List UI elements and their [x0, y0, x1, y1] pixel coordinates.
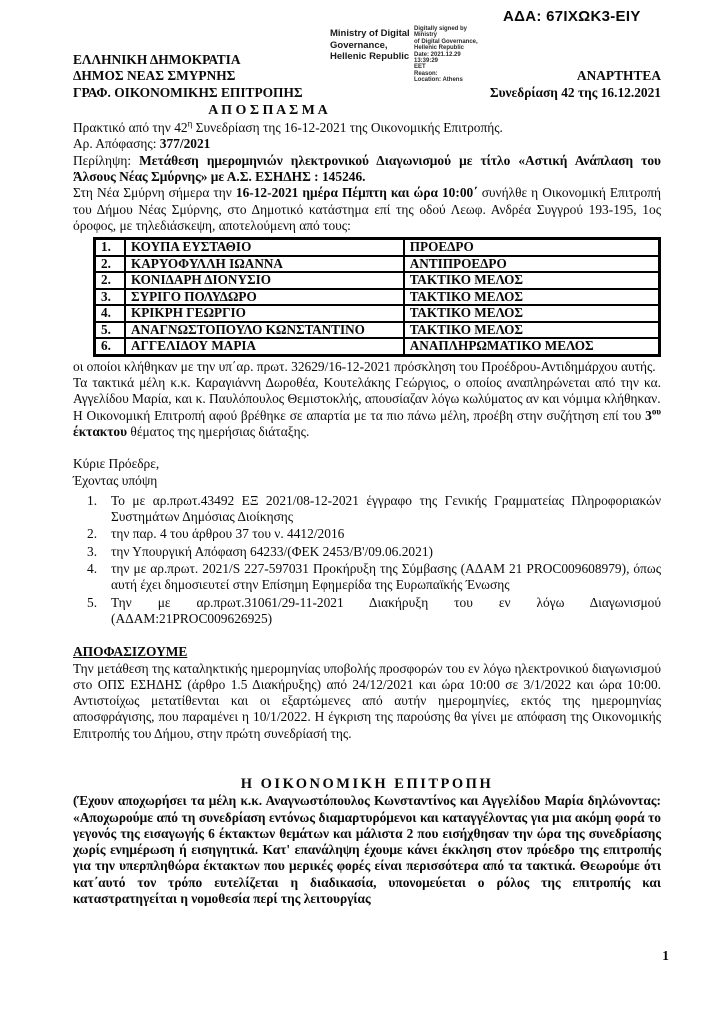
row-number: 3. — [95, 289, 125, 306]
ministry-stamp-line: Ministry of Digital — [330, 28, 410, 39]
member-name: ΚΡΙΚΡΗ ΓΕΩΡΓΙΟ — [125, 305, 404, 322]
table-row — [95, 239, 660, 256]
list-item-number: 1. — [87, 492, 98, 508]
list-item-number: 5. — [87, 594, 98, 610]
signature-line: EET — [414, 64, 426, 71]
table-row — [95, 338, 660, 355]
member-role: ΤΑΚΤΙΚΟ ΜΕΛΟΣ — [404, 305, 660, 322]
list-item-text: Το με αρ.πρωτ.43492 ΕΞ 2021/08-12-2021 έγγραφο της Γενικής Γραμματείας Πληροφοριακών Συστημάτων Δημόσιας Διοίκησης — [111, 492, 661, 525]
document-body — [73, 52, 661, 907]
member-name: ΚΑΡΥΟΦΥΛΛΗ ΙΩΑΝΝΑ — [125, 256, 404, 273]
agenda-item-number: $3^{o\upsilon}$ έκτακτου — [73, 406, 661, 439]
list-item-number: 3. — [87, 543, 98, 559]
decision-paragraph: Την μετάθεση της καταληκτικής ημερομηνίας υποβολής προσφορών του εν λόγω ηλεκτρονικού διαγωνισμού στο ΟΠΣ ΕΣΗΔΗΣ (άρθρο 1.5 Διακήρυξης) από 24/12/2021 και ώρα 10:00 σε 3/1/2022 και ώρα 10:00. Αντιστοίχως μετατίθενται και οι εξαρτώμενες από αυτήν ημερομηνίες, εκτός της ημερομηνίας αποσφράγισης, που παραμένει η 10/1/2022. Η έγκριση της παρούσης θα γίνει με απόφαση της Οικονομικής Επιτροπής του Δήμου, στην πρώτη συνεδρίασή της. — [73, 660, 661, 741]
member-name: ΚΟΥΠΑ ΕΥΣΤΑΘΙΟ — [125, 239, 404, 256]
letterhead-row — [73, 52, 661, 71]
having-regard-label: Έχοντας υπόψη — [73, 472, 158, 488]
committee-statement-paragraph: (Έχουν αποχωρήσει τα μέλη κ.κ. Αναγνωστόπουλος Κωνσταντίνος και Αγγελίδου Μαρία δηλώνοντας: «Αποχωρούμε από τη συνεδρίαση εντόνως διαμαρτυρόμενοι και καταγγέλοντας για μια ακόμη φορά το γεγονός της εισαγωγής 6 έκτακτων θεμάτων και μάλιστα 2 που εισήχθησαν την ώρα της συνεδρίασης χωρίς ενημέρωση ή εισηγητικά. Κατ' επανάληψη έχουμε κάνει έκκληση στον πρόεδρο της επιτροπής για την υπερπληθώρα έκτακτων που μερικές φορές είναι περισσότερα από τα τακτικά. Θεωρούμε ότι κατ΄αυτό τον τρόπο ευτελίζεται η διαδικασία, υπονομεύεται ο ρόλος της επιτροπής και καταστρατηγείται η νομοθεσία περί της λειτουργίας — [73, 793, 661, 907]
list-item-number: 2. — [87, 526, 98, 542]
decision-heading: ΑΠΟΦΑΣΙΖΟΥΜΕ — [73, 644, 188, 660]
table-row — [95, 289, 660, 306]
signature-line: of Digital Governance, — [414, 38, 478, 45]
list-item — [87, 493, 661, 526]
member-name: ΑΓΓΕΛΙΔΟΥ ΜΑΡΙΑ — [125, 338, 404, 355]
republic-name: ΕΛΛΗΝΙΚΗ ΔΗΜΟΚΡΑΤΙΑ — [73, 52, 241, 67]
signature-line: Location: Athens — [414, 77, 463, 84]
list-item — [87, 561, 661, 594]
list-item — [87, 526, 661, 542]
document-title: Α Π Ο Σ Π Α Σ Μ Α — [208, 102, 328, 118]
letterhead-row — [73, 68, 661, 84]
ada-code: ΑΔΑ: 67ΙΧΩΚ3-ΕΙΥ — [503, 8, 641, 25]
row-number: 2. — [95, 272, 125, 289]
decision-number: 377/2021 — [159, 136, 211, 152]
table-row — [95, 272, 660, 289]
minutes-reference: Πρακτικό από την $42^\eta$ Συνεδρίαση της 16-12-2021 της Οικονομικής Επιτροπής. — [73, 118, 503, 136]
spacer — [73, 628, 661, 644]
row-number: 2. — [95, 256, 125, 273]
decision-number-line: Αρ. Απόφασης: 377/2021 — [73, 136, 211, 152]
member-role: ΑΝΑΠΛΗΡΩΜΑΤΙΚΟ ΜΕΛΟΣ — [404, 338, 660, 355]
list-item-text: την Υπουργική Απόφαση 64233/(ΦΕΚ 2453/Β'/09.06.2021) — [111, 543, 433, 559]
signature-line: Reason: — [414, 70, 438, 77]
row-number: 1. — [95, 239, 125, 256]
member-role: ΤΑΚΤΙΚΟ ΜΕΛΟΣ — [404, 289, 660, 306]
signature-line: Hellenic Republic — [414, 45, 465, 52]
ordinal-superscript: ου — [651, 406, 661, 417]
list-item — [87, 544, 661, 560]
row-number: 5. — [95, 322, 125, 339]
session-info: Συνεδρίαση 42 της 16.12.2021 — [489, 84, 661, 100]
municipality-name: ΔΗΜΟΣ ΝΕΑΣ ΣΜΥΡΝΗΣ — [73, 68, 236, 84]
member-name: ΚΟΝΙΔΑΡΗ ΔΙΟΝΥΣΙΟ — [125, 272, 404, 289]
list-item-text: την παρ. 4 του άρθρου 37 του ν. 4412/2016 — [111, 526, 345, 542]
row-number: 4. — [95, 305, 125, 322]
ordinal-superscript: η — [187, 118, 193, 129]
member-name: ΣΥΡΙΓΟ ΠΟΛΥΔΩΡΟ — [125, 289, 404, 306]
member-role: ΑΝΤΙΠΡΟΕΔΡΟ — [404, 256, 660, 273]
attendees-table — [93, 237, 661, 357]
absent-members-paragraph: Τα τακτικά μέλη κ.κ. Καραγιάννη Δωροθέα, Κουτελάκης Γεώργιος, ο οποίος αναπληρώνεται από την κα. Αγγελίδου Μαρία, και κ. Παυλόπουλος Θεμιστοκλής, απουσίαζαν λόγω κωλύματος αν και νόμιμα κλήθηκαν. — [73, 375, 661, 407]
list-item-number: 4. — [87, 561, 98, 577]
anartitea-label: ΑΝΑΡΤΗΤΕΑ — [576, 68, 661, 84]
page-number: 1 — [662, 948, 669, 963]
member-role: ΠΡΟΕΔΡΟ — [404, 239, 660, 256]
spacer — [73, 440, 661, 456]
quorum-paragraph: Η Οικονομική Επιτροπή αφού βρέθηκε σε απαρτία με τα πιο πάνω μέλη, προέβη στην συζήτηση επί του $3^{o\upsilon}$ έκτακτου θέματος της ημερήσιας διάταξης. — [73, 406, 661, 439]
member-name: ΑΝΑΓΝΩΣΤΟΠΟΥΛΟ ΚΩΝΣΤΑΝΤΙΝΟ — [125, 322, 404, 339]
committee-heading: Η ΟΙΚΟΝΟΜΙΚΗ ΕΠΙΤΡΟΠΗ — [240, 776, 494, 792]
signature-line: Digitally signed by Ministry — [414, 26, 468, 39]
ministry-stamp-line: Hellenic Republic — [330, 51, 410, 62]
list-item-text: Την με αρ.πρωτ.31061/29-11-2021 Διακήρυξη του εν λόγω Διαγωνισμού (ΑΔΑΜ:21PROC009626925) — [111, 594, 661, 626]
invitation-paragraph: οι οποίοι κλήθηκαν με την υπ΄αρ. πρωτ. 32629/16-12-2021 πρόσκληση του Προέδρου-Αντιδημάρχου αυτής. — [73, 358, 656, 374]
meeting-date-time: 16-12-2021 ημέρα Πέμπτη και ώρα 10:00΄ — [235, 185, 478, 201]
signature-line: Date: 2021.12.29 13:39:29 — [414, 51, 461, 65]
office-name: ΓΡΑΦ. ΟΙΚΟΝΟΜΙΚΗΣ ΕΠΙΤΡΟΠΗΣ — [73, 84, 303, 100]
table-row — [95, 256, 660, 273]
list-item-text: την με αρ.πρωτ. 2021/S 227-597031 Προκήρυξη της Σύμβασης (ΑΔΑΜ 21 PROC009608979), όπως αυτή έχει δημοσιευτεί στην Επίσημη Εφημερίδα της Ευρωπαϊκής Ένωσης — [111, 561, 661, 593]
meeting-intro-paragraph: Στη Νέα Σμύρνη σήμερα την 16-12-2021 ημέρα Πέμπτη και ώρα 10:00΄ συνήλθε η Οικονομική Επιτροπή του Δήμου Νέας Σμύρνης, στο Δημοτικό κατάστημα επί της οδού Λεωφ. Ανδρέα Συγγρού 193-195, 1ος όροφος, με τηλεδιάσκεψη, αποτελούμενη από τους: — [73, 185, 661, 233]
row-number: 6. — [95, 338, 125, 355]
ministry-stamp-line: Governance, — [330, 39, 388, 51]
list-item — [87, 595, 661, 628]
table-row — [95, 305, 660, 322]
table-row — [95, 322, 660, 339]
member-role: ΤΑΚΤΙΚΟ ΜΕΛΟΣ — [404, 322, 660, 339]
summary-line: Περίληψη: Μετάθεση ημερομηνιών ηλεκτρονικού Διαγωνισμού με τίτλο «Αστική Ανάπλαση του Άλσους Νέας Σμύρνης» με Α.Σ. ΕΣΗΔΗΣ : 145246. — [73, 152, 661, 185]
letterhead-row — [73, 85, 661, 101]
salutation: Κύριε Πρόεδρε, — [73, 456, 160, 472]
member-role: ΤΑΚΤΙΚΟ ΜΕΛΟΣ — [404, 272, 660, 289]
summary-text: Μετάθεση ημερομηνιών ηλεκτρονικού Διαγωνισμού με τίτλο «Αστική Ανάπλαση του Άλσους Νέας Σμύρνης» με Α.Σ. ΕΣΗΔΗΣ : 145246. — [73, 152, 661, 185]
